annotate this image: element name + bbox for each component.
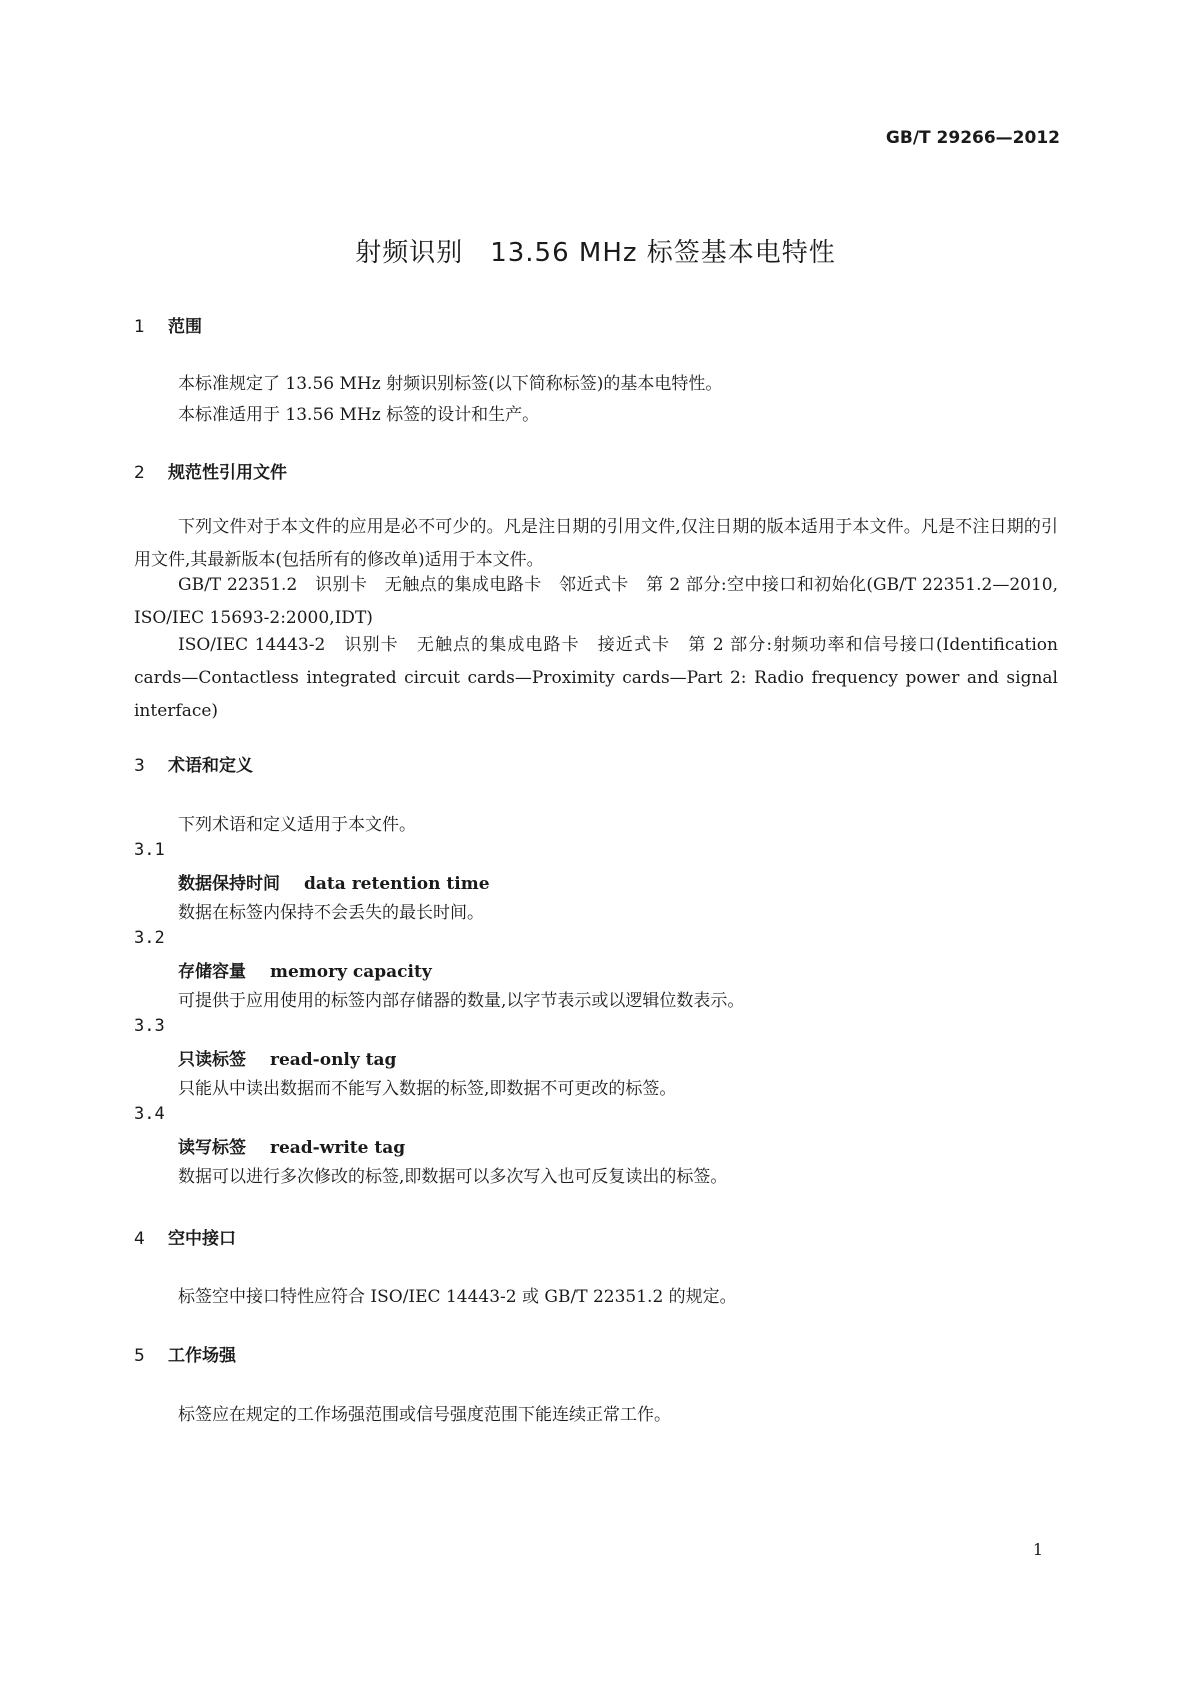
section-title: 范围 <box>168 317 202 337</box>
section-2-paragraph-1: 下列文件对于本文件的应用是必不可少的。凡是注日期的引用文件,仅注日期的版本适用于本文件。凡是不注日期的引用文件,其最新版本(包括所有的修改单)适用于本文件。 <box>134 517 1058 570</box>
term-heading <box>178 1045 396 1070</box>
term-zh: 读写标签 <box>178 1138 246 1158</box>
reference-iso-iec-14443-2: ISO/IEC 14443-2 识别卡 无触点的集成电路卡 接近式卡 第 2 部分:射频功率和信号接口(Identification cards—Contactless integrated circuit cards—Proximity cards—Part 2: Radio frequency power and signal interface) <box>134 635 1058 721</box>
term-number: 3.3 <box>134 1016 165 1036</box>
section-number: 4 <box>134 1229 145 1249</box>
term-en: data retention time <box>304 874 490 894</box>
term-number: 3.1 <box>134 840 165 860</box>
section-5-paragraph-1: 标签应在规定的工作场强范围或信号强度范围下能连续正常工作。 <box>178 1405 671 1425</box>
section-title: 术语和定义 <box>168 756 253 776</box>
term-definition: 数据可以进行多次修改的标签,即数据可以多次写入也可反复读出的标签。 <box>178 1167 728 1187</box>
section-1-paragraph-1: 本标准规定了 13.56 MHz 射频识别标签(以下简称标签)的基本电特性。 <box>178 374 723 394</box>
standard-number: GB/T 29266—2012 <box>885 128 1060 148</box>
term-en: read-only tag <box>270 1050 397 1070</box>
section-number: 1 <box>134 317 145 337</box>
term-definition: 可提供于应用使用的标签内部存储器的数量,以字节表示或以逻辑位数表示。 <box>178 991 745 1011</box>
section-number: 3 <box>134 756 145 776</box>
term-definition: 只能从中读出数据而不能写入数据的标签,即数据不可更改的标签。 <box>178 1079 677 1099</box>
term-heading <box>178 869 490 894</box>
section-number: 5 <box>134 1346 145 1366</box>
term-en: read-write tag <box>270 1138 406 1158</box>
term-heading <box>178 1133 405 1158</box>
section-number: 2 <box>134 463 145 483</box>
section-4-paragraph-1: 标签空中接口特性应符合 ISO/IEC 14443-2 或 GB/T 22351.2 的规定。 <box>178 1287 737 1307</box>
section-4-heading <box>134 1224 236 1249</box>
section-3-paragraph-1: 下列术语和定义适用于本文件。 <box>178 815 416 835</box>
term-number: 3.2 <box>134 928 165 948</box>
section-1-paragraph-2: 本标准适用于 13.56 MHz 标签的设计和生产。 <box>178 405 540 425</box>
page-number: 1 <box>1032 1540 1043 1559</box>
section-2-heading <box>134 458 287 483</box>
term-en: memory capacity <box>270 962 432 982</box>
term-zh: 数据保持时间 <box>178 874 280 894</box>
term-heading <box>178 957 432 982</box>
term-definition: 数据在标签内保持不会丢失的最长时间。 <box>178 903 484 923</box>
section-3-heading <box>134 751 253 776</box>
term-zh: 只读标签 <box>178 1050 246 1070</box>
section-5-heading <box>134 1341 236 1366</box>
document-title: 射频识别 13.56 MHz 标签基本电特性 <box>355 238 836 268</box>
section-title: 工作场强 <box>168 1346 236 1366</box>
section-title: 规范性引用文件 <box>168 463 287 483</box>
term-number: 3.4 <box>134 1104 165 1124</box>
term-zh: 存储容量 <box>178 962 246 982</box>
section-title: 空中接口 <box>168 1229 236 1249</box>
reference-gbt-22351-2: GB/T 22351.2 识别卡 无触点的集成电路卡 邻近式卡 第 2 部分:空中接口和初始化(GB/T 22351.2—2010, ISO/IEC 15693-2:2000,IDT) <box>134 575 1058 628</box>
section-1-heading <box>134 312 202 337</box>
